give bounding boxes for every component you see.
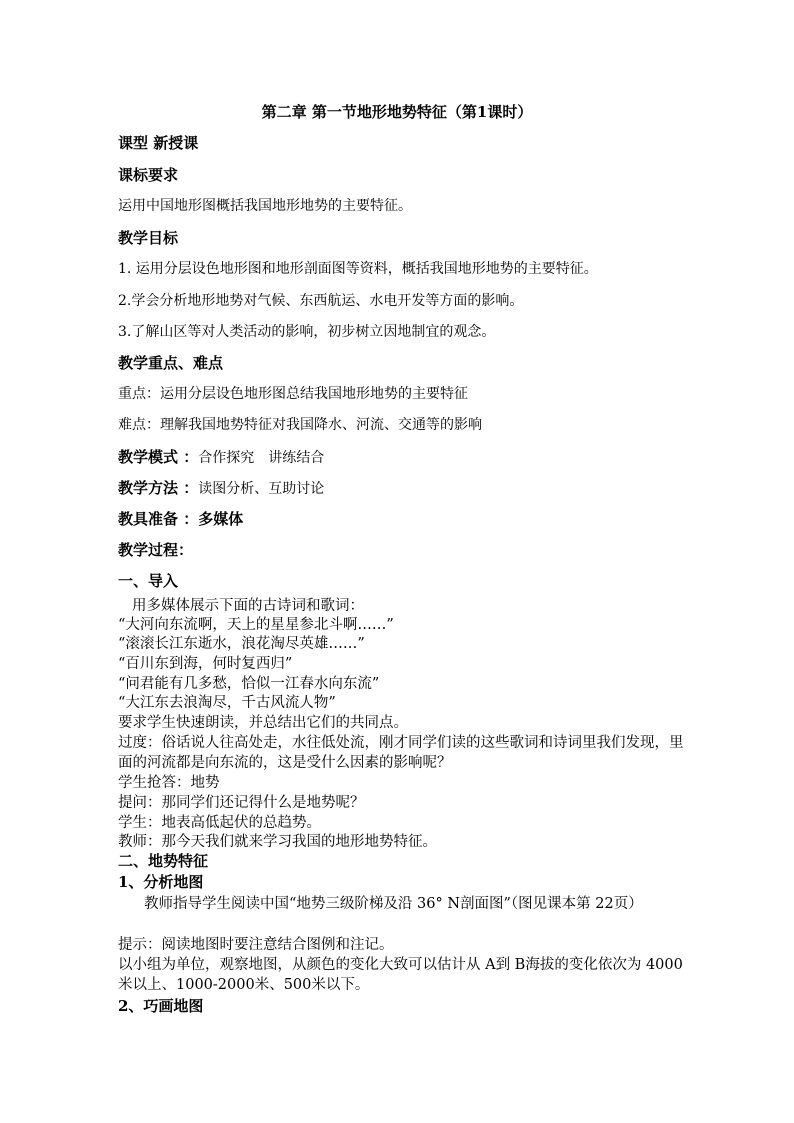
lesson-type: 课型 新授课 [118,134,199,152]
intro-line: 学生：地表高低起伏的总趋势。 [118,815,321,831]
map-hint: 提示：阅读地图时要注意结合图例和注记。 [118,937,394,953]
teaching-mode [118,447,688,468]
section1-heading: 一、导入 [118,572,179,590]
intro-line: 用多媒体展示下面的古诗词和歌词： [132,598,364,614]
teaching-method-label: 教学方法 ： [118,479,199,497]
subsection1-heading: 1、分析地图 [118,873,204,891]
section2-heading: 二、地势特征 [118,852,209,870]
intro-line: 要求学生快速朗读，并总结出它们的共同点。 [118,715,408,731]
teaching-materials-value: 多媒体 [198,510,244,528]
objectives-heading: 教学目标 [118,229,179,247]
document-title: 第二章 第一节地形地势特征（第1课时） [261,103,533,121]
subsection2-heading: 2、巧画地图 [118,997,204,1015]
objective-item: 2.学会分析地形地势对气候、东西航运、水电开发等方面的影响。 [118,293,524,309]
intro-line: 教师：那今天我们就来学习我国的地形地势特征。 [118,834,437,850]
key-point-focus: 重点：运用分层设色地形图总结我国地形地势的主要特征 [118,386,468,402]
standard-text: 运用中国地形图概括我国地形地势的主要特征。 [118,198,412,214]
standard-heading: 课标要求 [118,166,179,184]
teaching-materials [118,509,688,530]
poem-line: “百川东到海，何时复西归” [118,656,293,672]
transition-paragraph: 过度：俗话说人往高处走，水往低处流，刚才同学们读的这些歌词和诗词里我们发现，里面的河流都是向东流的，这是受什么因素的影响呢？ [118,735,684,771]
teaching-method [118,478,688,499]
map-observation-paragraph: 以小组为单位，观察地图，从颜色的变化大致可以估计从 A到 B海拔的变化依次为 4000米以上、1000-2000米、500米以下。 [118,957,683,993]
key-point-difficulty: 难点：理解我国地势特征对我国降水、河流、交通等的影响 [118,417,482,433]
teaching-materials-label: 教具准备 ： [118,510,199,528]
poem-line: “大河向东流啊，天上的星星参北斗啊……” [118,617,394,633]
poem-line: “滚滚长江东逝水，浪花淘尽英雄……” [118,636,365,652]
key-points-heading: 教学重点、难点 [118,354,224,372]
process-heading: 教学过程： [118,541,194,559]
teaching-method-value: 读图分析、互助讨论 [198,481,325,497]
poem-line: “问君能有几多愁，恰似一江春水向东流” [118,676,380,692]
teaching-mode-value: 合作探究 讲练结合 [198,450,325,466]
intro-line: 学生抢答：地势 [118,775,220,791]
poem-line: “大江东去浪淘尽，千古风流人物” [118,695,336,711]
objective-item: 1. 运用分层设色地形图和地形剖面图等资料，概括我国地形地势的主要特征。 [118,261,598,277]
intro-line: 提问：那同学们还记得什么是地势呢？ [118,795,365,811]
objective-item: 3.了解山区等对人类活动的影响，初步树立因地制宜的观念。 [118,324,496,340]
teaching-mode-label: 教学模式 ： [118,448,199,466]
map-instruction-paragraph: 教师指导学生阅读中国“地势三级阶梯及沿 36° N剖面图”（图见课本第 22页） [144,896,643,912]
